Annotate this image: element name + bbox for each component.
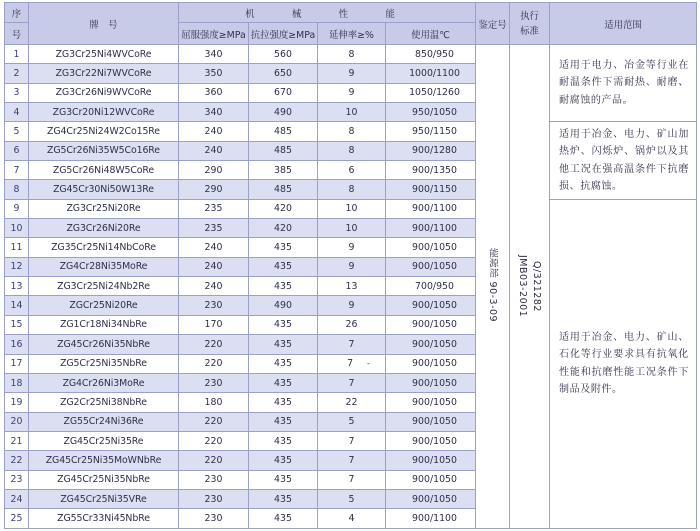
tensile-strength-cell: 650 <box>249 64 318 83</box>
tensile-strength-cell: 435 <box>249 393 318 412</box>
tensile-strength-cell: 385 <box>249 161 318 180</box>
yield-strength-cell: 230 <box>179 296 249 315</box>
grade-cell: ZG4Cr25Ni24W2Co15Re <box>29 122 179 141</box>
header-yield: 屈服强度≥MPa <box>179 23 249 45</box>
tensile-strength-cell: 435 <box>249 354 318 373</box>
row-number: 18 <box>5 373 29 392</box>
grade-cell: ZG2Cr25Ni38NbRe <box>29 393 179 412</box>
service-temp-cell: 1000/1100 <box>386 64 476 83</box>
standard-code-2: JMB03-2001 <box>517 255 529 318</box>
elongation-value: 9 <box>348 68 355 80</box>
elongation-value: 10 <box>345 222 358 234</box>
standard-code-1: Q/321282 <box>531 260 543 312</box>
row-number: 2 <box>5 64 29 83</box>
appraisal-cell <box>476 45 510 529</box>
service-temp-cell: 900/1050 <box>386 238 476 257</box>
grade-cell: ZG3Cr20Ni12WVCoRe <box>29 103 179 122</box>
tensile-strength-cell: 420 <box>249 219 318 238</box>
row-number: 6 <box>5 141 29 160</box>
yield-strength-cell: 220 <box>179 335 249 354</box>
grade-cell: ZG4Cr26Ni3MoRe <box>29 373 179 392</box>
grade-cell: ZG45Cr30Ni50W13Re <box>29 180 179 199</box>
alloy-properties-table <box>4 2 697 529</box>
elongation-value: 13 <box>345 280 358 292</box>
service-temp-cell: 700/950 <box>386 277 476 296</box>
elongation-cell <box>318 64 386 83</box>
service-temp-cell: 900/1050 <box>386 412 476 431</box>
elongation-value: 7 <box>348 377 355 389</box>
tensile-strength-cell: 435 <box>249 489 318 508</box>
row-number: 10 <box>5 219 29 238</box>
yield-strength-cell: 240 <box>179 141 249 160</box>
grade-cell: ZG45Cr26Ni35NbRe <box>29 335 179 354</box>
tensile-strength-cell: 485 <box>249 180 318 199</box>
grade-cell: ZG45Cr25Ni35VRe <box>29 489 179 508</box>
yield-strength-cell: 180 <box>179 393 249 412</box>
scope-text-1: 适用于电力、冶金等行业在耐温条件下需耐热、耐磨、耐腐蚀的产品。 <box>559 59 690 106</box>
row-number: 4 <box>5 103 29 122</box>
standard-cell <box>510 45 550 529</box>
service-temp-cell: 900/1100 <box>386 509 476 528</box>
service-temp-cell: 950/1150 <box>386 122 476 141</box>
yield-strength-cell: 220 <box>179 354 249 373</box>
elongation-cell <box>318 354 386 373</box>
grade-cell: ZG55Cr33Ni45NbRe <box>29 509 179 528</box>
table-row <box>5 45 697 64</box>
elongation-cell <box>318 103 386 122</box>
row-number: 1 <box>5 45 29 64</box>
grade-cell: ZG4Cr28Ni35MoRe <box>29 257 179 276</box>
row-number: 14 <box>5 296 29 315</box>
elongation-value: 7 <box>348 435 355 447</box>
yield-strength-cell: 360 <box>179 83 249 102</box>
yield-strength-cell: 230 <box>179 470 249 489</box>
yield-strength-cell: 230 <box>179 509 249 528</box>
service-temp-cell: 900/1100 <box>386 199 476 218</box>
elongation-value: 4 <box>348 512 355 524</box>
service-temp-cell: 850/950 <box>386 45 476 64</box>
row-number: 22 <box>5 451 29 470</box>
yield-strength-cell: 290 <box>179 161 249 180</box>
elongation-value: 22 <box>345 396 358 408</box>
elongation-value: 5 <box>348 416 355 428</box>
row-number: 7 <box>5 161 29 180</box>
tensile-strength-cell: 435 <box>249 431 318 450</box>
elongation-cell <box>318 335 386 354</box>
tensile-strength-cell: 435 <box>249 412 318 431</box>
grade-cell: ZG45Cr25Ni35MoWNbRe <box>29 451 179 470</box>
elongation-cell <box>318 141 386 160</box>
grade-cell: ZG45Cr25Ni35NbRe <box>29 470 179 489</box>
row-number: 16 <box>5 335 29 354</box>
row-number: 12 <box>5 257 29 276</box>
header-elongation: 延伸率≥% <box>318 23 386 45</box>
elongation-cell <box>318 509 386 528</box>
service-temp-cell: 900/1050 <box>386 373 476 392</box>
service-temp-cell: 900/1050 <box>386 296 476 315</box>
tensile-strength-cell: 435 <box>249 470 318 489</box>
grade-cell: ZG3Cr22Ni7WVCoRe <box>29 64 179 83</box>
appraisal-no-text: 能源部 90-3-09 <box>487 247 499 322</box>
grade-cell: ZG55Cr24Ni36Re <box>29 412 179 431</box>
row-number: 3 <box>5 83 29 102</box>
tensile-strength-cell: 485 <box>249 122 318 141</box>
elongation-value: 5 <box>348 493 355 505</box>
tensile-strength-cell: 435 <box>249 451 318 470</box>
yield-strength-cell: 220 <box>179 431 249 450</box>
header-tensile: 抗拉强度≥MPa <box>249 23 318 45</box>
elongation-value: 8 <box>348 48 355 60</box>
tensile-strength-cell: 490 <box>249 103 318 122</box>
yield-strength-cell: 340 <box>179 103 249 122</box>
elongation-cell <box>318 199 386 218</box>
yield-strength-cell: 235 <box>179 219 249 238</box>
yield-strength-cell: 240 <box>179 257 249 276</box>
tensile-strength-cell: 670 <box>249 83 318 102</box>
table-row <box>5 199 697 218</box>
service-temp-cell: 900/1050 <box>386 489 476 508</box>
service-temp-cell: 900/1050 <box>386 315 476 334</box>
row-number: 20 <box>5 412 29 431</box>
elongation-cell <box>318 180 386 199</box>
grade-cell: ZG5Cr26Ni35W5Co16Re <box>29 141 179 160</box>
service-temp-cell: 900/1050 <box>386 335 476 354</box>
service-temp-cell: 900/1050 <box>386 393 476 412</box>
elongation-cell <box>318 83 386 102</box>
tensile-strength-cell: 485 <box>249 141 318 160</box>
elongation-value: 7 <box>347 358 354 370</box>
scope-cell-1 <box>550 45 697 122</box>
service-temp-cell: 900/1150 <box>386 180 476 199</box>
yield-strength-cell: 235 <box>179 199 249 218</box>
service-temp-cell: 900/1050 <box>386 354 476 373</box>
elongation-value: 8 <box>348 126 355 138</box>
tensile-strength-cell: 435 <box>249 373 318 392</box>
yield-strength-cell: 220 <box>179 412 249 431</box>
elongation-value: 7 <box>348 474 355 486</box>
yield-strength-cell: 290 <box>179 180 249 199</box>
grade-cell: ZG5Cr26Ni48W5CoRe <box>29 161 179 180</box>
elongation-value: 10 <box>345 203 358 215</box>
tensile-strength-cell: 435 <box>249 238 318 257</box>
elongation-value: 9 <box>348 242 355 254</box>
row-number: 9 <box>5 199 29 218</box>
elongation-value: 10 <box>345 106 358 118</box>
header-seq-bottom: 号 <box>5 23 29 45</box>
scope-cell-3 <box>550 199 697 528</box>
elongation-cell <box>318 161 386 180</box>
elongation-cell <box>318 219 386 238</box>
elongation-cell <box>318 451 386 470</box>
service-temp-cell: 900/1100 <box>386 219 476 238</box>
yield-strength-cell: 170 <box>179 315 249 334</box>
yield-strength-cell: 240 <box>179 122 249 141</box>
grade-cell: ZG3Cr25Ni4WVCoRe <box>29 45 179 64</box>
elongation-cell <box>318 489 386 508</box>
yield-strength-cell: 240 <box>179 238 249 257</box>
service-temp-cell: 900/1050 <box>386 451 476 470</box>
elongation-cell <box>318 315 386 334</box>
elongation-cell <box>318 296 386 315</box>
elongation-value: 7 <box>348 454 355 466</box>
elongation-value: 6 <box>348 164 355 176</box>
table-row <box>5 122 697 141</box>
header-scope: 适用范围 <box>550 3 697 45</box>
service-temp-cell: 1050/1260 <box>386 83 476 102</box>
tensile-strength-cell: 435 <box>249 315 318 334</box>
elongation-cell <box>318 45 386 64</box>
elongation-cell <box>318 373 386 392</box>
scope-cell-2 <box>550 122 697 199</box>
row-number: 19 <box>5 393 29 412</box>
yield-strength-cell: 230 <box>179 489 249 508</box>
elongation-cell <box>318 257 386 276</box>
row-number: 21 <box>5 431 29 450</box>
yield-strength-cell: 340 <box>179 45 249 64</box>
tensile-strength-cell: 435 <box>249 509 318 528</box>
grade-cell: ZG3Cr25Ni20Re <box>29 199 179 218</box>
elongation-cell <box>318 238 386 257</box>
row-number: 23 <box>5 470 29 489</box>
elongation-value: 8 <box>348 184 355 196</box>
row-number: 25 <box>5 509 29 528</box>
row-number: 15 <box>5 315 29 334</box>
header-mechanical-properties: 机 械 性 能 <box>179 3 476 23</box>
elongation-value: 7 <box>348 338 355 350</box>
service-temp-cell: 900/1050 <box>386 431 476 450</box>
elongation-value: 9 <box>348 300 355 312</box>
tensile-strength-cell: 560 <box>249 45 318 64</box>
yield-strength-cell: 220 <box>179 451 249 470</box>
row-number: 13 <box>5 277 29 296</box>
header-service-temp: 使用温℃ <box>386 23 476 45</box>
header-standard-top: 执行 <box>520 10 539 22</box>
header-appraisal-no: 鉴定号 <box>476 3 510 45</box>
yield-strength-cell: 240 <box>179 277 249 296</box>
grade-cell: ZG45Cr25Ni35Re <box>29 431 179 450</box>
elongation-value: 26 <box>345 319 358 331</box>
grade-cell: ZG3Cr26Ni9WVCoRe <box>29 83 179 102</box>
elongation-cell <box>318 277 386 296</box>
grade-cell: ZG3Cr26Ni20Re <box>29 219 179 238</box>
row-number: 24 <box>5 489 29 508</box>
row-number: 17 <box>5 354 29 373</box>
tensile-strength-cell: 490 <box>249 296 318 315</box>
grade-cell: ZG1Cr18Ni34NbRe <box>29 315 179 334</box>
elongation-value: 9 <box>348 87 355 99</box>
header-standard-bottom: 标准 <box>520 25 539 37</box>
stray-mark: - <box>367 359 370 369</box>
elongation-cell <box>318 470 386 489</box>
scope-text-2: 适用于冶金、电力、矿山加热炉、闪烁炉、锅炉以及其他工况在强高温条件下抗磨损、抗腐蚀。 <box>559 128 690 193</box>
header-seq-top: 序 <box>5 3 29 23</box>
service-temp-cell: 900/1050 <box>386 257 476 276</box>
row-number: 8 <box>5 180 29 199</box>
yield-strength-cell: 230 <box>179 373 249 392</box>
service-temp-cell: 950/1050 <box>386 103 476 122</box>
yield-strength-cell: 350 <box>179 64 249 83</box>
elongation-cell <box>318 412 386 431</box>
standard-text-group <box>510 45 549 528</box>
grade-cell: ZG35Cr25Ni14NbCoRe <box>29 238 179 257</box>
elongation-cell <box>318 431 386 450</box>
grade-cell: ZG5Cr25Ni35NbRe <box>29 354 179 373</box>
elongation-value: 9 <box>348 261 355 273</box>
elongation-cell <box>318 122 386 141</box>
header-standard <box>510 3 550 45</box>
grade-cell: ZG3Cr25Ni24Nb2Re <box>29 277 179 296</box>
elongation-value: 8 <box>348 145 355 157</box>
tensile-strength-cell: 435 <box>249 277 318 296</box>
row-number: 5 <box>5 122 29 141</box>
grade-cell: ZGCr25Ni20Re <box>29 296 179 315</box>
tensile-strength-cell: 435 <box>249 335 318 354</box>
tensile-strength-cell: 435 <box>249 257 318 276</box>
elongation-cell <box>318 393 386 412</box>
scope-text-3: 适用于冶金、电力、矿山、石化等行业要求具有抗氧化性能和抗磨性能工况条件下制品及附件。 <box>559 331 690 396</box>
service-temp-cell: 900/1050 <box>386 470 476 489</box>
row-number: 11 <box>5 238 29 257</box>
header-grade: 牌 号 <box>29 3 179 45</box>
tensile-strength-cell: 420 <box>249 199 318 218</box>
service-temp-cell: 900/1350 <box>386 161 476 180</box>
service-temp-cell: 900/1280 <box>386 141 476 160</box>
